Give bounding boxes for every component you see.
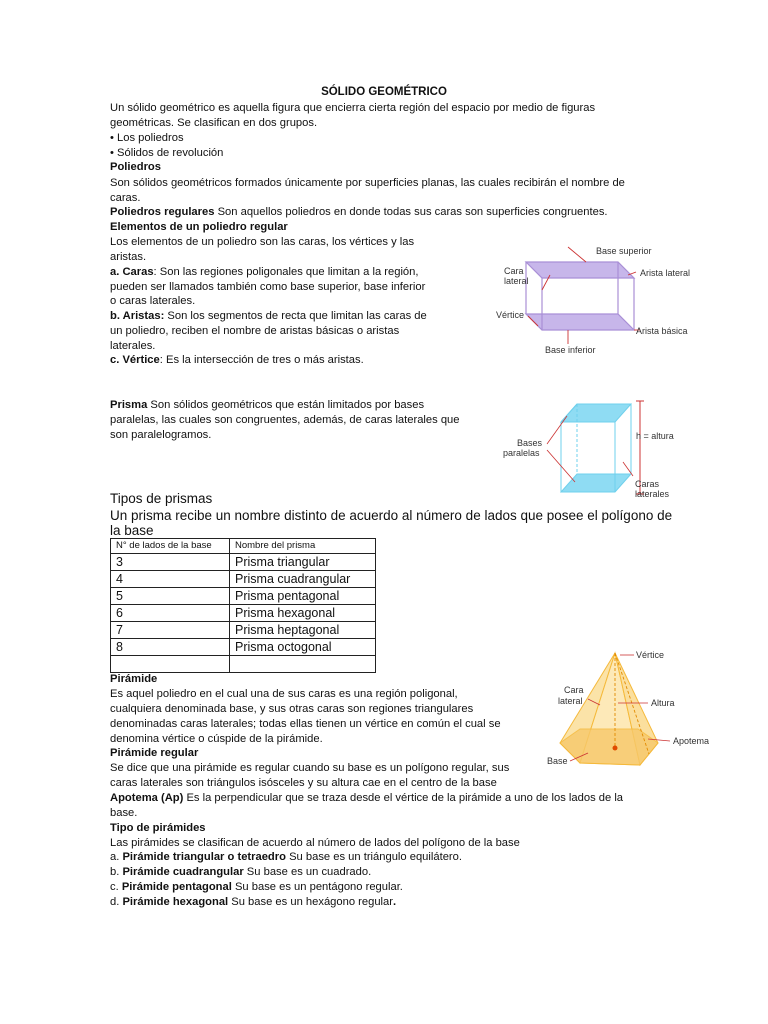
- heading-elementos: Elementos de un poliedro regular: [110, 221, 288, 233]
- table-row: [111, 622, 376, 639]
- prisma-label: Prisma: [110, 399, 148, 411]
- piramide-text-3: denominadas caras laterales; todas ellas tienen un vértice en común el cual se: [110, 718, 501, 730]
- intro-line-1: Un sólido geométrico es aquella figura que encierra cierta región del espacio por medio de figuras: [110, 102, 596, 114]
- heading-piramide: Pirámide: [110, 673, 158, 685]
- elementos-text-2: aristas.: [110, 251, 147, 263]
- label-laterales: laterales: [635, 489, 670, 499]
- table-header-row: [111, 539, 376, 554]
- page-title: SÓLIDO GEOMÉTRICO: [321, 86, 447, 98]
- tipo-piramides-text: Las pirámides se clasifican de acuerdo al número de lados del polígono de la base: [110, 837, 520, 849]
- apotema-label: Apotema (Ap): [110, 792, 184, 804]
- heading-piramide-regular: Pirámide regular: [110, 747, 199, 759]
- apotema-text: Es la perpendicular que se traza desde el vértice de la pirámide a uno de los lados de la: [183, 792, 624, 804]
- elemento-aristas-more-2: laterales.: [110, 340, 156, 352]
- table-row: [111, 656, 376, 673]
- table-header-nombre: Nombre del prisma: [230, 539, 376, 554]
- piramide-type-text: Su base es un hexágono regular: [228, 896, 393, 908]
- piramide-text-2: cualquiera denominada base, y sus otras caras son regiones triangulares: [110, 703, 474, 715]
- piramide-type-text: Su base es un pentágono regular.: [231, 881, 403, 893]
- heading-tipos-prismas: Tipos de prismas: [110, 491, 213, 506]
- label-bases: Bases: [517, 438, 543, 448]
- piramide-type-name: Pirámide triangular o tetraedro: [122, 851, 286, 863]
- label-arista-basica: Arista básica: [636, 326, 688, 336]
- heading-tipo-piramides: Tipo de pirámides: [110, 822, 206, 834]
- bullet-solidos-revolucion: • Sólidos de revolución: [110, 147, 224, 159]
- prism-top-face: [561, 404, 631, 422]
- elemento-caras-label: a. Caras: [110, 266, 154, 278]
- table-cell: Prisma cuadrangular: [230, 571, 376, 588]
- label-vertice-piramide: Vértice: [636, 650, 665, 660]
- label-altura: h = altura: [636, 431, 674, 441]
- table-cell: Prisma pentagonal: [230, 588, 376, 605]
- poliedros-regulares-line: [110, 205, 608, 220]
- pyramid-base: [560, 729, 658, 765]
- table-cell: 8: [111, 639, 230, 656]
- piramide-type-prefix: a.: [110, 851, 123, 863]
- table-row: [111, 639, 376, 656]
- label-apotema: Apotema: [673, 736, 710, 746]
- label-vertice: Vértice: [496, 310, 525, 320]
- piramide-type-d: [110, 895, 396, 910]
- piramide-type-text: Su base es un triángulo equilátero.: [285, 851, 462, 863]
- table-row: [111, 554, 376, 571]
- elemento-aristas-line: [110, 309, 427, 324]
- piramide-type-prefix: b.: [110, 866, 123, 878]
- table-cell: Prisma triangular: [230, 554, 376, 571]
- prisma-line-3: son paralelogramos.: [110, 429, 212, 441]
- prisma-line-1: [110, 398, 424, 413]
- label-cara: Cara: [504, 266, 524, 276]
- poliedros-regulares-text: Son aquellos poliedros en donde todas sus caras son superficies congruentes.: [214, 206, 608, 218]
- table-cell: 4: [111, 571, 230, 588]
- piramide-text-1: Es aquel poliedro en el cual una de sus caras es una región poligonal,: [110, 688, 458, 700]
- table-cell: 7: [111, 622, 230, 639]
- label-paralelas: paralelas: [503, 448, 540, 458]
- label-caras: Caras: [635, 479, 660, 489]
- table-cell: 6: [111, 605, 230, 622]
- poliedros-text-1: Son sólidos geométricos formados únicamente por superficies planas, las cuales recibirán el nombre de: [110, 177, 625, 189]
- table-cell: [230, 656, 376, 673]
- table-cell: 3: [111, 554, 230, 571]
- elemento-caras-text: : Son las regiones poligonales que limitan a la región,: [153, 266, 419, 278]
- label-cara-piramide: Cara: [564, 685, 584, 695]
- prisma-text-first: Son sólidos geométricos que están limitados por bases: [147, 399, 425, 411]
- tipos-prismas-text-2: la base: [110, 523, 154, 538]
- piramide-type-b: [110, 865, 371, 880]
- apotema-line: [110, 791, 623, 806]
- piramide-type-name: Pirámide cuadrangular: [122, 866, 244, 878]
- bullet-poliedros: • Los poliedros: [110, 132, 184, 144]
- piramide-type-name: Pirámide hexagonal: [122, 896, 229, 908]
- table-row: [111, 571, 376, 588]
- heading-poliedros: Poliedros: [110, 161, 161, 173]
- elementos-text-1: Los elementos de un poliedro son las caras, los vértices y las: [110, 236, 415, 248]
- piramide-regular-text-2: caras laterales son triángulos isósceles y su altura cae en el centro de la base: [110, 777, 497, 789]
- elemento-aristas-text: Son los segmentos de recta que limitan las caras de: [164, 310, 427, 322]
- prism-types-table: [110, 538, 376, 673]
- prisma-line-2: paralelas, las cuales son congruentes, además, de caras laterales que: [110, 414, 460, 426]
- piramide-text-4: denomina vértice o cúspide de la pirámide.: [110, 733, 323, 745]
- poliedros-regulares-label: Poliedros regulares: [110, 206, 215, 218]
- elemento-aristas-more-1: un poliedro, reciben el nombre de aristas básicas o aristas: [110, 325, 400, 337]
- prisma-diagram: [495, 396, 715, 504]
- elemento-caras-more-2: o caras laterales.: [110, 295, 196, 307]
- elemento-caras-more-1: pueden ser llamados también como base superior, base inferior: [110, 281, 426, 293]
- piramide-type-name: Pirámide pentagonal: [121, 881, 232, 893]
- poliedro-diagram: [490, 240, 710, 360]
- label-lateral: lateral: [504, 276, 529, 286]
- label-lateral-piramide: lateral: [558, 696, 583, 706]
- poliedros-text-2: caras.: [110, 192, 141, 204]
- elemento-vertice-text: : Es la intersección de tres o más aristas.: [159, 354, 364, 366]
- apotema-text-more: base.: [110, 807, 138, 819]
- elemento-caras-line: [110, 265, 419, 280]
- table-cell: Prisma hexagonal: [230, 605, 376, 622]
- label-base-piramide: Base: [547, 756, 568, 766]
- table-cell: 5: [111, 588, 230, 605]
- label-base-superior: Base superior: [596, 246, 652, 256]
- label-arista-lateral: Arista lateral: [640, 268, 691, 278]
- elemento-vertice-label: c. Vértice: [110, 354, 160, 366]
- table-cell: Prisma octogonal: [230, 639, 376, 656]
- label-altura-piramide: Altura: [651, 698, 675, 708]
- table-header-lados: N° de lados de la base: [111, 539, 230, 554]
- piramide-type-prefix: c.: [110, 881, 122, 893]
- table-row: [111, 588, 376, 605]
- table-row: [111, 605, 376, 622]
- tipos-prismas-text-1: Un prisma recibe un nombre distinto de acuerdo al número de lados que posee el polígono de: [110, 508, 673, 523]
- table-cell: Prisma heptagonal: [230, 622, 376, 639]
- piramide-type-a: [110, 850, 462, 865]
- piramide-type-text: Su base es un cuadrado.: [243, 866, 372, 878]
- piramide-type-c: [110, 880, 403, 895]
- piramide-diagram: [540, 643, 720, 775]
- elemento-vertice-line: [110, 353, 364, 368]
- prism-bottom-face: [561, 474, 631, 492]
- table-cell: [111, 656, 230, 673]
- intro-line-2: geométricas. Se clasifican en dos grupos.: [110, 117, 318, 129]
- elemento-aristas-label: b. Aristas:: [110, 310, 165, 322]
- piramide-regular-text-1: Se dice que una pirámide es regular cuando su base es un polígono regular, sus: [110, 762, 510, 774]
- piramide-type-prefix: d.: [110, 896, 123, 908]
- piramide-type-tail: .: [392, 896, 397, 908]
- label-base-inferior: Base inferior: [545, 345, 596, 355]
